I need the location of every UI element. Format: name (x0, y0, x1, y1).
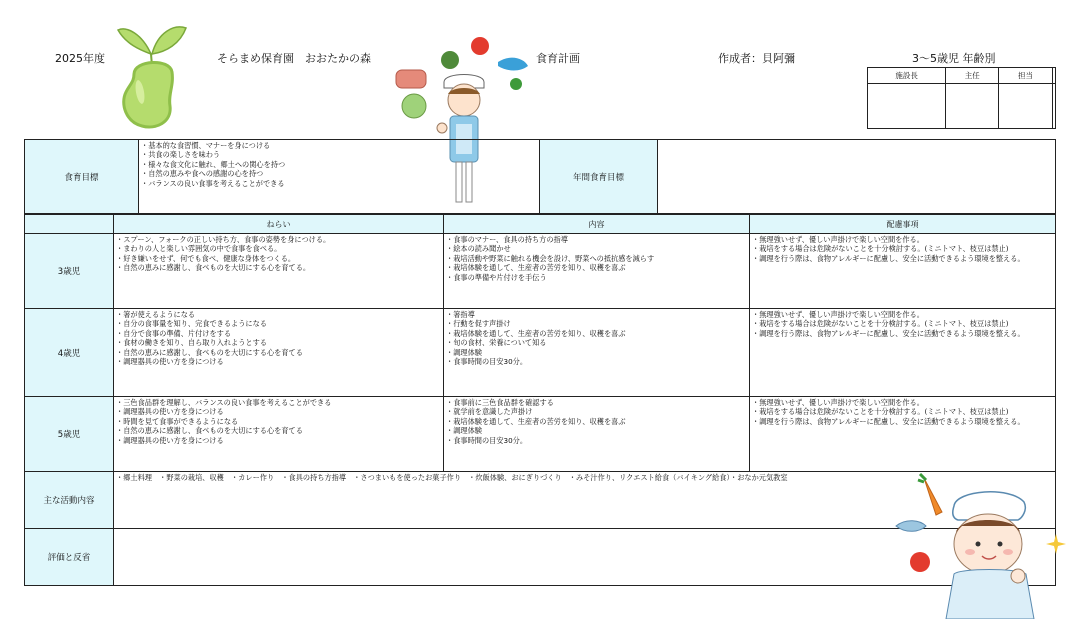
list-item: ・食材の働きを知り、自ら取り入れようとする (116, 338, 267, 348)
care-cell (750, 234, 1056, 309)
approval-head-blank (1052, 68, 1055, 84)
list-item: ・無理強いせず、優しい声掛けで楽しい空間を作る。 (752, 398, 924, 407)
list-item: ・栽培をする場合は危険がないことを十分検討する。(ミニトマト、枝豆は禁止) (752, 244, 1009, 254)
list-item: ・三色食品群を理解し、バランスの良い食事を考えることができる (116, 398, 332, 407)
row-label: 5歳児 (25, 397, 114, 472)
approval-head-staff: 担当 (999, 68, 1052, 84)
list-item: ・調理器具の使い方を身につける (116, 357, 224, 367)
goals-list (139, 140, 540, 214)
annual-goal-label: 年間食育目標 (540, 140, 658, 214)
table-row (25, 397, 1056, 472)
list-item: ・食事時間の目安30分。 (446, 357, 528, 367)
content-cell (444, 397, 750, 472)
list-item: ・自然の恵みに感謝し、食べものを大切にする心を育てる (116, 426, 303, 436)
list-item: ・食事時間の目安30分。 (446, 435, 528, 445)
approval-stamp-director[interactable] (868, 84, 946, 129)
corner-cell (25, 215, 114, 234)
list-item: ・自然の恵みに感謝し、食べものを大切にする心を育てる。 (116, 263, 311, 273)
approval-head-chief: 主任 (946, 68, 999, 84)
approval-table (867, 67, 1056, 129)
list-item: ・食事前に三色食品群を確認する (446, 398, 554, 407)
aim-cell (114, 309, 444, 397)
care-cell (750, 309, 1056, 397)
list-item: ・栽培をする場合は危険がないことを十分検討する。(ミニトマト、枝豆は禁止) (752, 407, 1009, 417)
list-item: ・絵本の読み聞かせ (446, 244, 511, 254)
list-item: ・栽培活動や野菜に触れる機会を設け、野菜への抵抗感を減らす (446, 253, 655, 263)
author: 作成者：貝阿彌 (718, 52, 795, 65)
list-item: ・自分の食事量を知り、完食できるようになる (116, 319, 267, 329)
list-item: ・自然の恵みに感謝し、食べものを大切にする心を育てる (116, 347, 303, 357)
age-group: 3～5歳児 年齢別 (912, 52, 996, 65)
list-item: ・栽培体験を通して、生産者の苦労を知り、収穫を喜ぶ (446, 328, 626, 338)
list-item: ・行動を促す声掛け (446, 319, 511, 329)
content-cell (444, 309, 750, 397)
row-label: 3歳児 (25, 234, 114, 309)
cook-illustration-icon (890, 470, 1070, 619)
list-item: ・栽培体験を通して、生産者の苦労を知り、収穫を喜ぶ (446, 263, 626, 273)
list-item: ・調理を行う際は、食物アレルギーに配慮し、安全に活動できるよう環境を整える。 (752, 328, 1025, 338)
goals-label: 食育目標 (25, 140, 139, 214)
list-item: ・調理体験 (446, 426, 482, 436)
aim-cell (114, 397, 444, 472)
school-name: そらまめ保育園 おおたかの森 (217, 52, 371, 65)
aim-cell (114, 234, 444, 309)
list-item: ・就学前を意識した声掛け (446, 407, 533, 417)
list-item: ・栽培をする場合は危険がないことを十分検討する。(ミニトマト、枝豆は禁止) (752, 319, 1009, 329)
list-item: ・調理器具の使い方を身につける (116, 407, 224, 417)
goal-item: ・基本的な食習慣、マナーを身につける (141, 141, 271, 150)
activities-content: ・郷土料理 ・野菜の栽培、収穫 ・カレー作り ・食具の持ち方指導 ・さつまいもを使ったお菓子作り ・炊飯体験、おにぎりづくり ・みそ汁作り、リクエスト給食（バイキング給食）・おなか元気教室 (116, 473, 788, 482)
activities-label: 主な活動内容 (25, 472, 114, 529)
list-item: ・自分で食事の準備、片付けをする (116, 328, 232, 338)
list-item: ・無理強いせず、優しい声掛けで楽しい空間を作る。 (752, 235, 924, 244)
row-label: 4歳児 (25, 309, 114, 397)
list-item: ・スプーン、フォークの正しい持ち方、食事の姿勢を身につける。 (116, 235, 331, 244)
column-aim: ねらい (114, 215, 444, 234)
list-item: ・まわりの人と楽しい雰囲気の中で食事を食べる。 (116, 244, 282, 254)
list-item: ・箸指導 (446, 310, 475, 319)
list-item: ・食事のマナー、食具の持ち方の指導 (446, 235, 568, 244)
goal-item: ・共食の楽しさを味わう (141, 150, 221, 160)
document-title: 食育計画 (536, 52, 580, 65)
list-item: ・箸が使えるようになる (116, 310, 196, 319)
list-item: ・調理を行う際は、食物アレルギーに配慮し、安全に活動できるよう環境を整える。 (752, 416, 1025, 426)
table-row (25, 234, 1056, 309)
list-item: ・時間を見て食事ができるようになる (116, 416, 239, 426)
column-care: 配慮事項 (750, 215, 1056, 234)
list-item: ・無理強いせず、優しい声掛けで楽しい空間を作る。 (752, 310, 924, 319)
list-item: ・食事の準備や片付けを手伝う (446, 272, 547, 282)
goal-item: ・自然の恵みや食への感謝の心を持つ (141, 169, 264, 179)
list-item: ・調理を行う際は、食物アレルギーに配慮し、安全に活動できるよう環境を整える。 (752, 253, 1025, 263)
bean-sprout-logo-icon (112, 14, 190, 132)
plan-year: 2025年度 (55, 52, 105, 65)
approval-stamp-chief[interactable] (946, 84, 999, 129)
list-item: ・調理体験 (446, 347, 482, 357)
list-item: ・調理器具の使い方を身につける (116, 435, 224, 445)
list-item: ・栽培体験を通して、生産者の苦労を知り、収穫を喜ぶ (446, 416, 626, 426)
approval-stamp-staff[interactable] (999, 84, 1052, 129)
goal-item: ・バランスの良い食事を考えることができる (141, 178, 285, 188)
list-item: ・旬の食材、栄養について知る (446, 338, 547, 348)
approval-stamp-blank[interactable] (1052, 84, 1055, 129)
content-cell (444, 234, 750, 309)
column-content: 内容 (444, 215, 750, 234)
goal-item: ・様々な食文化に触れ、郷土への関心を持つ (141, 159, 286, 169)
care-cell (750, 397, 1056, 472)
annual-goal-value[interactable] (658, 140, 1056, 214)
table-row (25, 309, 1056, 397)
evaluation-label: 評価と反省 (25, 529, 114, 586)
goals-table (24, 139, 1056, 214)
list-item: ・好き嫌いをせず、何でも食べ、健康な身体をつくる。 (116, 253, 296, 263)
approval-head-director: 施設長 (868, 68, 946, 84)
